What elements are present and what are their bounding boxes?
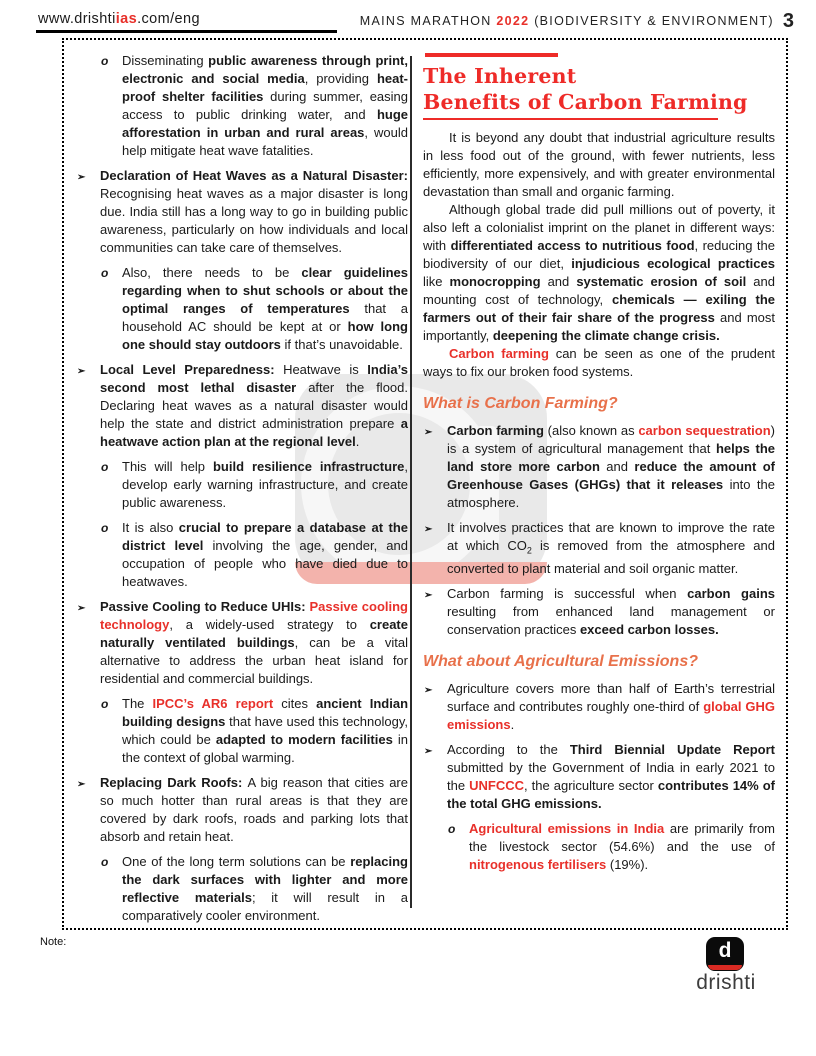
text-segment: global GHG emissions: [447, 698, 776, 732]
text-segment: during summer, easing access to public drinking water, and: [122, 89, 408, 122]
article-title-line1: The Inherent: [423, 64, 577, 88]
text-segment: Local Level Preparedness:: [100, 362, 284, 377]
text-segment: create naturally ventilated buildings: [100, 617, 408, 650]
sub-list-item: [76, 853, 408, 925]
text-segment: adapted to modern facilities: [215, 732, 398, 747]
column-divider: [410, 56, 412, 908]
paragraph: [423, 345, 775, 381]
text-segment: public awareness through print, electronic and social media: [122, 53, 408, 86]
drishti-logo-icon: [706, 937, 744, 971]
text-segment: Carbon farming: [449, 346, 556, 361]
text-segment: , a widely-used strategy to: [169, 617, 370, 632]
text-segment: and: [606, 459, 635, 474]
list-item: [76, 167, 408, 257]
text-segment: (BIODIVERSITY & ENVIRONMENT): [529, 14, 774, 28]
list-item: [423, 585, 775, 639]
text-segment: cites: [281, 696, 317, 711]
text-segment: crucial to prepare a database at the district level: [122, 520, 408, 553]
text-segment: systematic erosion of soil: [576, 274, 754, 289]
title-top-bar: [425, 53, 558, 57]
text-segment: deepening the climate change crisis.: [492, 328, 720, 343]
list-item: [423, 519, 775, 578]
text-segment: The: [122, 696, 153, 711]
left-column: [76, 52, 408, 932]
arrow-bullet-icon: ➢: [424, 524, 433, 535]
text-segment: .com/eng: [137, 11, 200, 27]
text-segment: ; it will result in a comparatively cooler environment.: [122, 890, 408, 923]
page-number: 3: [782, 10, 794, 32]
text-segment: after the flood. Declaring heat waves as a natural disaster would help the state and district administration prepare: [100, 380, 408, 431]
paragraph: [423, 129, 775, 201]
text-segment: a heatwave action plan at the regional level: [100, 416, 408, 449]
text-segment: MAINS MARATHON: [359, 14, 497, 28]
list-item: [423, 680, 775, 734]
text-segment: IPCC’s AR6 report: [152, 696, 282, 711]
list-item: [76, 598, 408, 688]
text-segment: Agriculture covers more than half of Earth’s terrestrial surface and contributes roughly one-third of: [447, 680, 775, 714]
text-segment: that a household AC should be kept at or: [122, 301, 408, 334]
text-segment: build resilience infrastructure: [212, 459, 405, 474]
text-segment: and: [547, 274, 577, 289]
text-segment: can be seen as one of the prudent ways to fix our broken food systems.: [423, 346, 775, 379]
text-segment: helps the land store more carbon: [447, 441, 776, 474]
text-segment: A big reason that cities are so much hotter than rural areas is that they are covered by dark roofs, roads and parking lots that absorb and retain heat.: [100, 775, 408, 844]
text-segment: Declaration of Heat Waves as a Natural Disaster:: [100, 168, 408, 183]
circle-bullet-icon: o: [101, 855, 109, 869]
section-heading: What about Agricultural Emissions?: [423, 652, 698, 670]
text-segment: , providing: [304, 71, 377, 86]
text-segment: differentiated access to nutritious food: [450, 238, 695, 253]
arrow-bullet-icon: ➢: [77, 172, 86, 183]
text-segment: 2022: [496, 14, 530, 28]
text-segment: and mounting cost of technology,: [423, 274, 775, 307]
circle-bullet-icon: o: [101, 697, 109, 711]
arrow-bullet-icon: ➢: [424, 745, 433, 757]
text-segment: It is also: [122, 520, 179, 535]
text-segment: contributes 14% of the total GHG emissions.: [447, 777, 776, 811]
sub-list-item: [76, 695, 408, 767]
text-segment: replacing the dark surfaces with lighter and more reflective materials: [122, 854, 408, 905]
paragraph: [423, 201, 775, 345]
text-segment: Heatwave is: [283, 362, 368, 377]
list-item: [423, 741, 775, 813]
logo-wordmark: drishti: [696, 971, 756, 994]
list-item: [423, 422, 775, 512]
logo-letter: d: [718, 939, 732, 962]
text-segment: , would help mitigate heat wave fatalities.: [122, 125, 408, 158]
text-segment: submitted by the Government of India in early 2021 to the: [447, 759, 775, 793]
text-segment: , reducing the biodiversity of our diet,: [423, 238, 776, 271]
text-segment: .: [355, 434, 360, 449]
header-rule: [36, 30, 337, 33]
text-segment: www.drishti: [38, 11, 116, 27]
text-segment: if that’s unavoidable.: [284, 337, 403, 352]
text-segment: .: [510, 716, 515, 732]
text-segment: carbon sequestration: [638, 423, 771, 438]
text-segment: This will help: [122, 459, 213, 474]
sub-list-item: [76, 264, 408, 354]
text-segment: ) is a system of agricultural management that: [447, 423, 775, 456]
text-segment: reduce the amount of Greenhouse Gases (GHGs) that it releases: [447, 459, 775, 492]
text-segment: clear guidelines regarding when to shut schools or about the optimal ranges of temperatures: [122, 265, 409, 316]
sub-list-item: [423, 820, 775, 874]
text-segment: Carbon farming is successful when: [447, 585, 688, 601]
text-segment: heat-proof shelter facilities: [122, 71, 408, 104]
text-segment: huge afforestation in urban and rural areas: [122, 107, 408, 140]
text-segment: It is beyond any doubt that industrial agriculture results in less food out of the ground, with fewer nutrients, less efficiently, more expensively, and with greater environmental devastation than small and organic farming.: [423, 130, 775, 199]
text-segment: resulting from enhanced land management or conservation practices: [447, 603, 775, 637]
article-body: [423, 129, 775, 874]
sub-list-item: [76, 52, 408, 160]
text-segment: It involves practices that are known to improve the rate at which CO: [447, 520, 775, 553]
arrow-bullet-icon: ➢: [424, 427, 433, 438]
text-segment: Replacing Dark Roofs:: [100, 775, 248, 790]
circle-bullet-icon: o: [101, 521, 109, 535]
text-segment: Passive cooling technology: [100, 599, 408, 632]
text-segment: Disseminating: [122, 53, 209, 68]
text-segment: like: [423, 274, 450, 289]
title-underline: [423, 118, 718, 120]
text-segment: carbon gains: [687, 585, 775, 601]
article-title-line2: Benefits of Carbon Farming: [423, 90, 748, 114]
arrow-bullet-icon: ➢: [424, 684, 433, 696]
logo-red-band: [708, 965, 742, 970]
text-segment: Also, there needs to be: [122, 265, 302, 280]
text-segment: involving the age, gender, and occupation of people who have died due to heatwaves.: [122, 538, 408, 589]
text-segment: into the atmosphere.: [447, 477, 775, 510]
text-segment: , develop early warning infrastructure, and create public awareness.: [122, 459, 408, 510]
sub-list-item: [76, 458, 408, 512]
right-column: [423, 48, 775, 881]
arrow-bullet-icon: ➢: [77, 603, 86, 614]
text-segment: monocropping: [449, 274, 548, 289]
text-segment: nitrogenous fertilisers: [469, 856, 610, 872]
text-segment: ias: [115, 11, 138, 27]
text-segment: , can be a vital alternative to address the urban heat island for residential and commercial buildings.: [100, 635, 408, 686]
text-segment: ancient Indian building designs: [122, 696, 409, 729]
text-segment: India’s second most lethal disaster: [100, 362, 408, 395]
text-segment: exceed carbon losses.: [579, 621, 719, 637]
text-segment: UNFCCC: [469, 777, 524, 793]
text-segment: 2: [526, 545, 532, 556]
text-segment: how long one should stay outdoors: [122, 319, 408, 352]
text-segment: in the context of global warming.: [122, 732, 408, 765]
circle-bullet-icon: o: [101, 54, 109, 68]
arrow-bullet-icon: ➢: [77, 779, 86, 790]
site-url: [38, 11, 200, 27]
text-segment: is removed from the atmosphere and converted to plant material and soil organic matter.: [447, 538, 775, 576]
section-heading: What is Carbon Farming?: [423, 395, 618, 412]
text-segment: that have used this technology, which could be: [122, 714, 408, 747]
text-segment: are primarily from the livestock sector (54.6%) and the use of: [469, 820, 775, 854]
text-segment: injudicious ecological practices: [571, 256, 775, 271]
text-segment: Passive Cooling to Reduce UHIs:: [100, 599, 310, 614]
arrow-bullet-icon: ➢: [424, 589, 433, 601]
text-segment: and most importantly,: [423, 310, 775, 343]
text-segment: Carbon farming: [447, 423, 548, 438]
circle-bullet-icon: o: [448, 821, 456, 836]
text-segment: According to the: [447, 741, 570, 757]
text-segment: Although global trade did pull millions out of poverty, it also left a colonialist imprint on the planet in different ways: with: [423, 202, 775, 253]
text-segment: Third Biennial Update Report: [569, 741, 775, 757]
page-title: [360, 10, 774, 28]
text-segment: chemicals — exiling the farmers out of their fair share of the progress: [423, 292, 776, 325]
circle-bullet-icon: o: [101, 266, 109, 280]
text-segment: (19%).: [609, 856, 649, 872]
arrow-bullet-icon: ➢: [77, 366, 86, 377]
text-segment: , the agriculture sector: [524, 777, 658, 793]
text-segment: Agricultural emissions in India: [469, 820, 670, 836]
sub-list-item: [76, 519, 408, 591]
header-right: [360, 10, 794, 33]
text-segment: (also known as: [547, 423, 639, 438]
text-segment: Recognising heat waves as a major disaster is long due. India still has a long way to go in building public awareness, particularly on how individuals and local communities can take care of themselves.: [100, 186, 408, 255]
circle-bullet-icon: o: [101, 460, 109, 474]
list-item: [76, 774, 408, 846]
note-label: Note:: [40, 936, 67, 948]
list-item: [76, 361, 408, 451]
text-segment: One of the long term solutions can be: [122, 854, 351, 869]
